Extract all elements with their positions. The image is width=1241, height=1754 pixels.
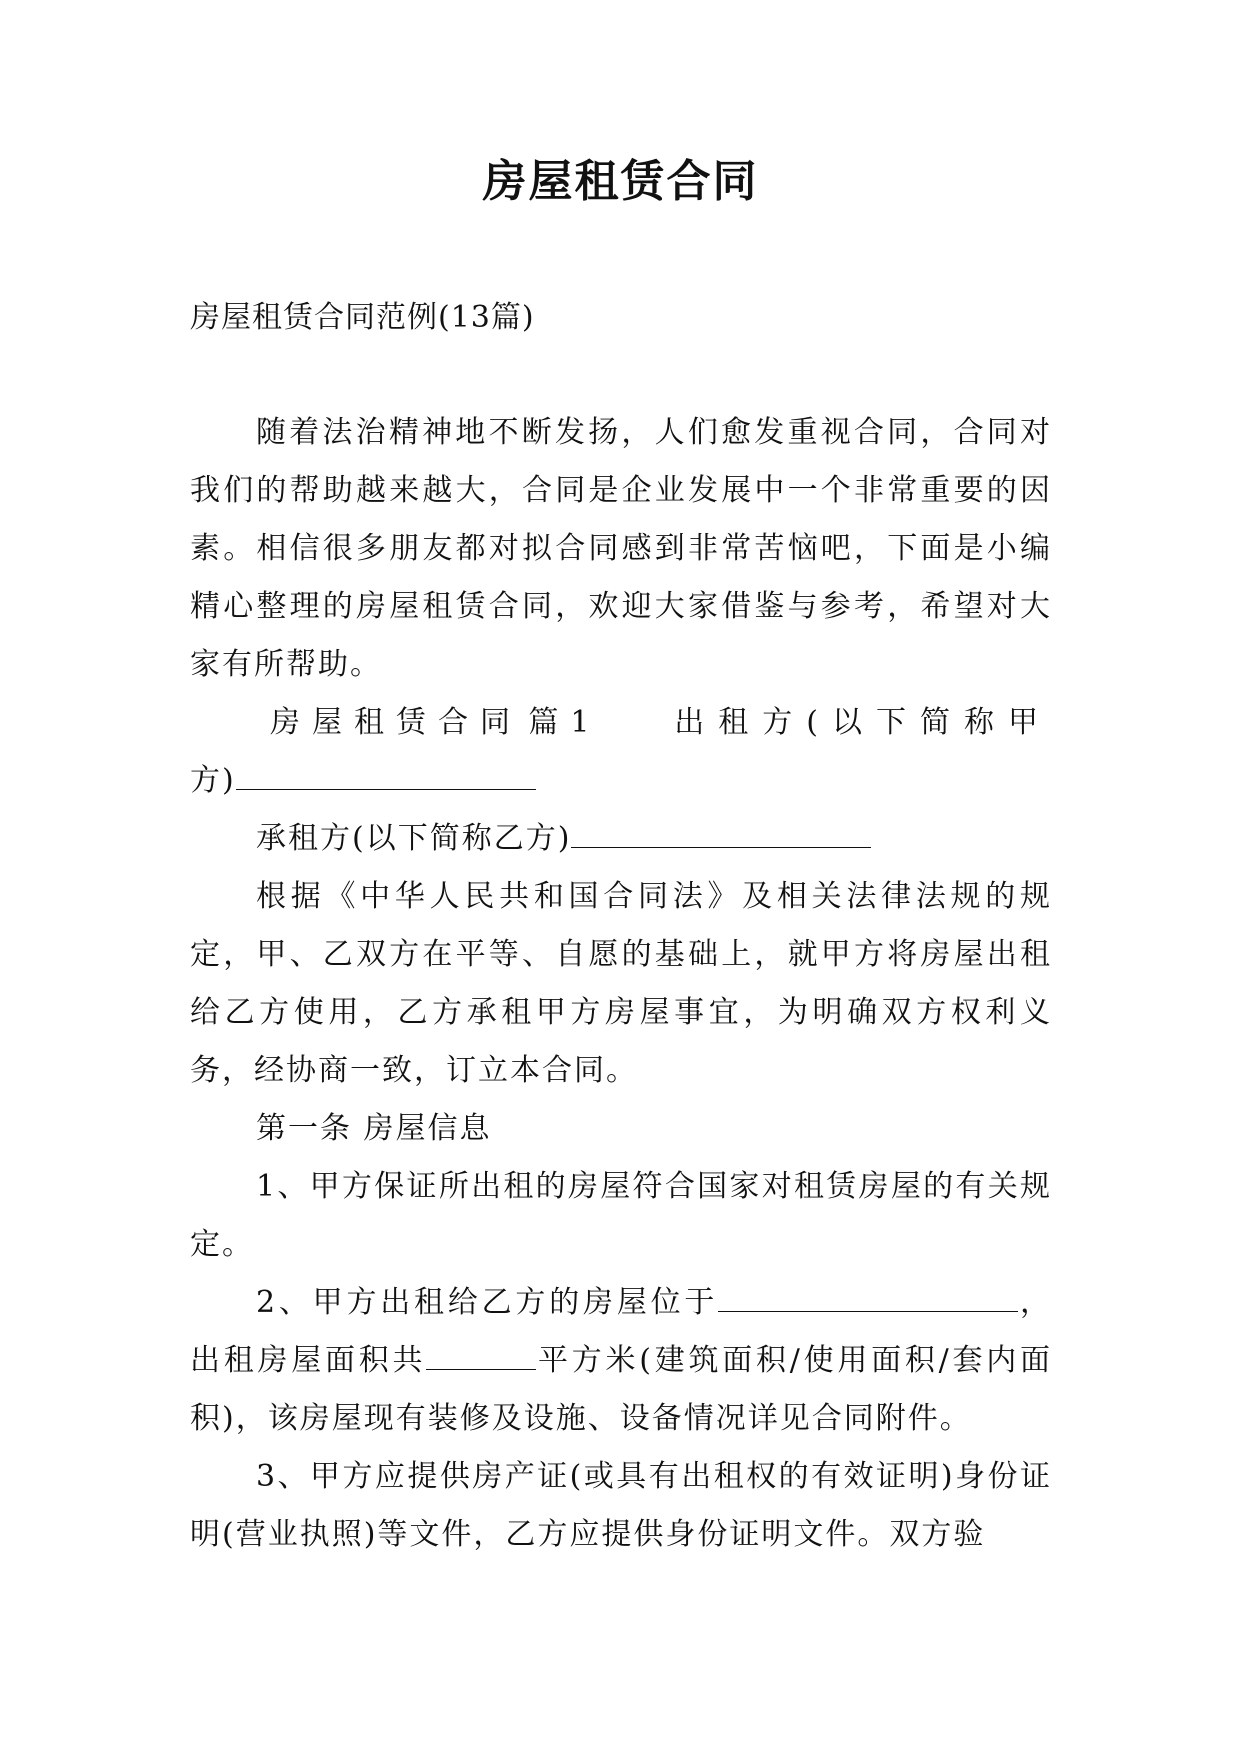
clause1-item2-c: 出租房屋面积共: [190, 1343, 427, 1378]
document-body: [190, 404, 1052, 1564]
clause1-item3: 3、甲方应提供房产证(或具有出租权的有效证明)身份证明(营业执照)等文件，乙方应提供身份证明文件。双方验: [190, 1459, 1052, 1552]
lessor-label-part1: 出租方(以下简称甲: [674, 705, 1052, 740]
clause1-item2: [190, 1274, 1052, 1448]
document-subtitle: 房屋租赁合同范例(13篇): [190, 300, 535, 335]
property-location-blank[interactable]: [718, 1285, 1018, 1312]
article-heading: 房屋租赁合同: [270, 705, 522, 740]
article-heading-line: [190, 694, 1052, 752]
clause1-heading: 第一条 房屋信息: [256, 1111, 492, 1146]
document-title: 房屋租赁合同: [482, 156, 759, 207]
lessee-name-blank[interactable]: [571, 821, 871, 848]
lessor-name-blank[interactable]: [236, 763, 536, 790]
property-area-blank[interactable]: [426, 1343, 536, 1370]
lessor-label-part2: 方): [190, 763, 236, 798]
basis-paragraph: 根据《中华人民共和国合同法》及相关法律法规的规定，甲、乙双方在平等、自愿的基础上，就甲方将房屋出租给乙方使用，乙方承租甲方房屋事宜，为明确双方权利义务，经协商一致，订立本合同。: [190, 879, 1052, 1088]
article-number: 篇1: [528, 705, 602, 740]
clause1-item2-b: ，: [1018, 1285, 1052, 1320]
lessee-label: 承租方(以下简称乙方): [256, 821, 572, 856]
lessor-line: [190, 752, 1052, 810]
clause1-item2-d: 平方米(建筑面积/使用面积/套内面积)，该房屋现有装修及设施、设备情况详见合同附件。: [190, 1343, 1053, 1436]
clause1-item2-a: 2、甲方出租给乙方的房屋位于: [256, 1285, 719, 1320]
intro-paragraph: 随着法治精神地不断发扬，人们愈发重视合同，合同对我们的帮助越来越大，合同是企业发展中一个非常重要的因素。相信很多朋友都对拟合同感到非常苦恼吧，下面是小编精心整理的房屋租赁合同，欢迎大家借鉴与参考，希望对大家有所帮助。: [190, 415, 1052, 682]
clause1-item1: 1、甲方保证所出租的房屋符合国家对租赁房屋的有关规定。: [190, 1169, 1052, 1262]
lessee-line: [190, 810, 1052, 868]
